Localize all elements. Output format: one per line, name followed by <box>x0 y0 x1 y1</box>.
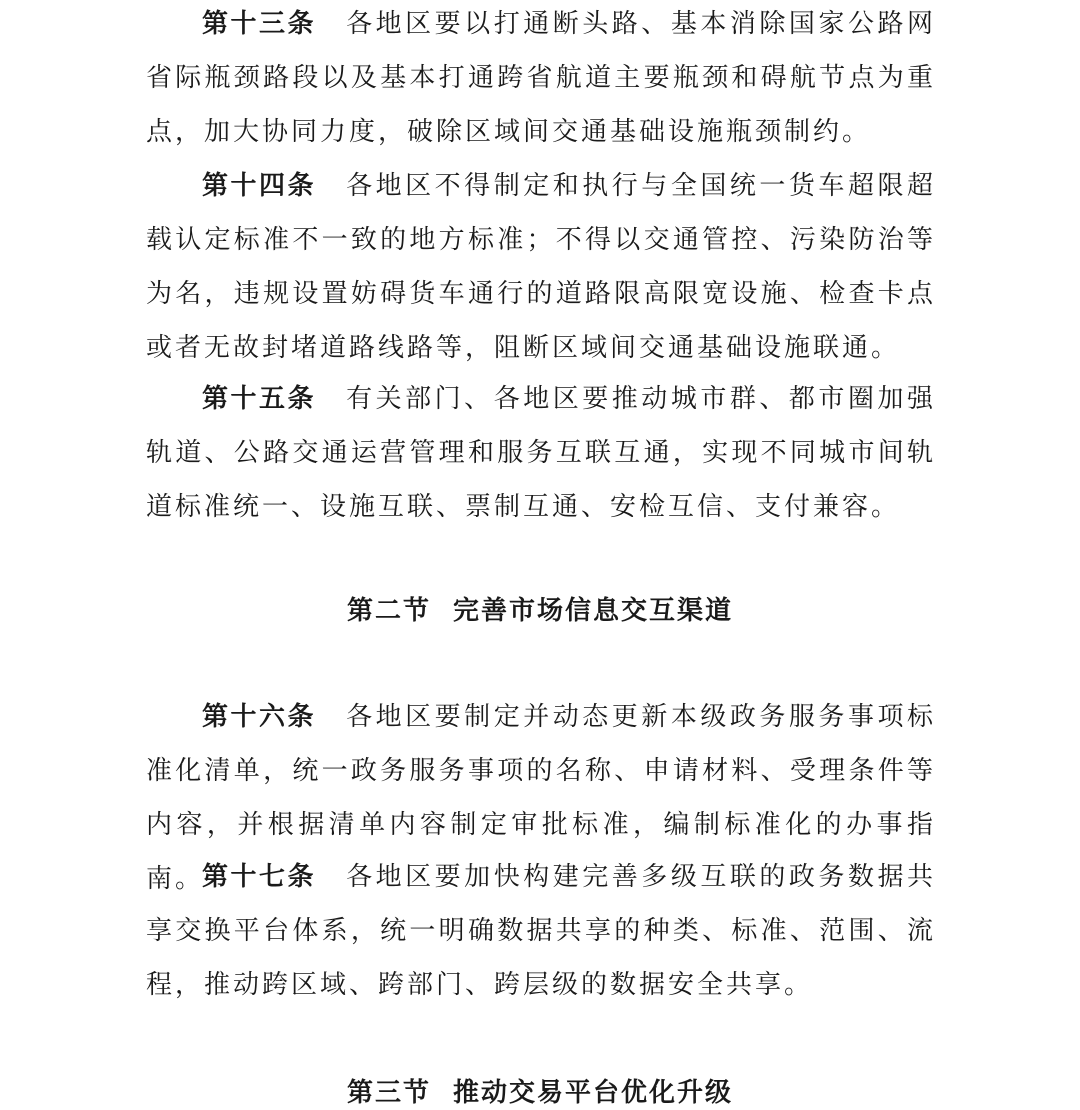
article-15 <box>146 372 936 534</box>
article-number: 第十三条 <box>202 9 317 39</box>
section-title-text: 推动交易平台优化升级 <box>453 1078 734 1108</box>
section-heading <box>0 1072 1080 1109</box>
article-number: 第十七条 <box>202 862 317 892</box>
section-label: 第二节 <box>346 596 431 626</box>
article-number: 第十五条 <box>202 384 317 414</box>
article-text: 各地区不得制定和执行与全国统一货车超限超载认定标准不一致的地方标准；不得以交通管控、污染防治等为名，违规设置妨碍货车通行的道路限高限宽设施、检查卡点或者无故封堵道路线路等，阻断区域间交通基础设施联通。 <box>146 171 936 363</box>
section-heading <box>0 590 1080 627</box>
article-text: 各地区要制定并动态更新本级政务服务事项标准化清单，统一政务服务事项的名称、申请材料、受理条件等内容，并根据清单内容制定审批标准，编制标准化的办事指南。 <box>146 702 936 894</box>
article-13 <box>146 0 936 159</box>
section-title-text: 完善市场信息交互渠道 <box>453 596 734 626</box>
article-number: 第十六条 <box>202 702 317 732</box>
article-number: 第十四条 <box>202 171 317 201</box>
section-label: 第三节 <box>346 1078 431 1108</box>
article-text: 各地区要以打通断头路、基本消除国家公路网省际瓶颈路段以及基本打通跨省航道主要瓶颈和碍航节点为重点，加大协同力度，破除区域间交通基础设施瓶颈制约。 <box>146 9 936 147</box>
article-text: 各地区要加快构建完善多级互联的政务数据共享交换平台体系，统一明确数据共享的种类、标准、范围、流程，推动跨区域、跨部门、跨层级的数据安全共享。 <box>146 862 936 1000</box>
article-17 <box>146 850 936 1012</box>
article-text: 有关部门、各地区要推动城市群、都市圈加强轨道、公路交通运营管理和服务互联互通，实现不同城市间轨道标准统一、设施互联、票制互通、安检互信、支付兼容。 <box>146 384 936 522</box>
article-14 <box>146 159 936 375</box>
